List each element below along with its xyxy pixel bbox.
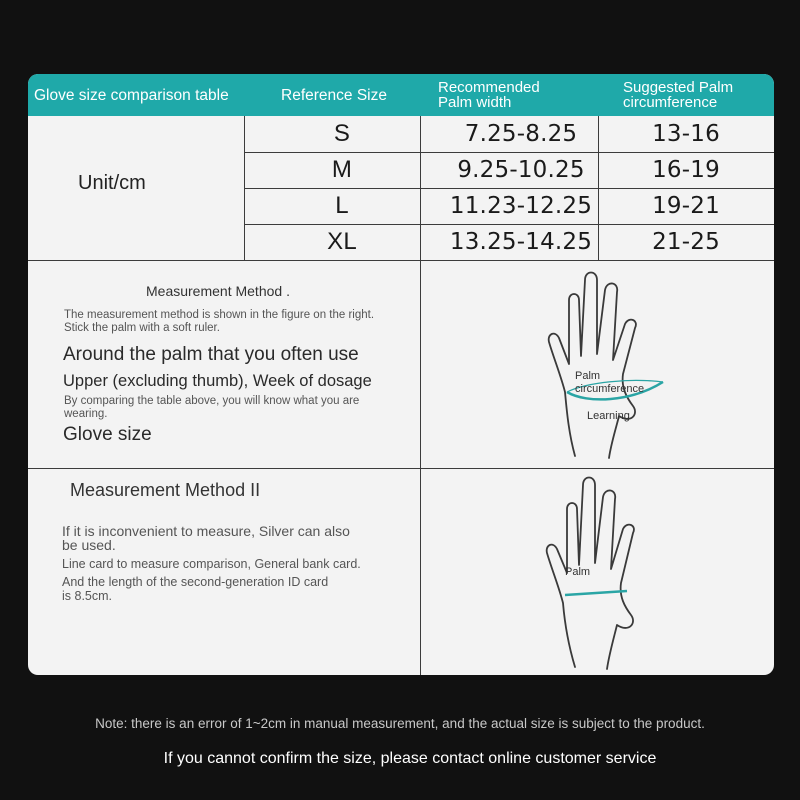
hand-illustration-2 bbox=[535, 471, 675, 671]
table-cell-size: XL bbox=[327, 228, 357, 255]
footer-note: Note: there is an error of 1~2cm in manual measurement, and the actual size is subject to the product. bbox=[95, 716, 705, 731]
method1-around-text: Around the palm that you often use bbox=[63, 344, 359, 365]
method1-title: Measurement Method . bbox=[146, 283, 290, 299]
table-header bbox=[28, 74, 774, 116]
footer-contact: If you cannot confirm the size, please contact online customer service bbox=[163, 750, 657, 767]
section-divider bbox=[420, 260, 421, 675]
table-cell-palm-width: 11.23-12.25 bbox=[449, 193, 593, 219]
table-title: Glove size comparison table bbox=[34, 86, 229, 104]
method1-desc-line1: The measurement method is shown in the figure on the right. bbox=[64, 309, 375, 321]
table-cell-palm-width: 9.25-10.25 bbox=[457, 157, 585, 183]
table-cell-size: M bbox=[331, 156, 353, 183]
table-cell-palm-circumference: 19-21 bbox=[652, 193, 720, 219]
method2-title: Measurement Method II bbox=[70, 480, 261, 500]
unit-label: Unit/cm bbox=[78, 172, 146, 194]
header-palm-width: Recommended Palm width bbox=[438, 79, 540, 111]
header-palm-circumference: Suggested Palm circumference bbox=[623, 79, 734, 111]
method2-line4: And the length of the second-generation ID card bbox=[62, 575, 329, 589]
method1-glove-size: Glove size bbox=[63, 424, 152, 445]
hand-illustration-1 bbox=[535, 264, 675, 464]
hand-label-circumference: circumference bbox=[575, 383, 645, 395]
hand-label-palm-2: Palm bbox=[565, 566, 591, 578]
section-divider bbox=[28, 468, 774, 469]
method1-desc-line2: Stick the palm with a soft ruler. bbox=[64, 322, 220, 334]
table-cell-palm-circumference: 16-19 bbox=[652, 157, 720, 183]
hand-label-learning: Learning bbox=[587, 410, 630, 422]
hand-label-palm: Palm bbox=[575, 370, 601, 382]
method2-line3: Line card to measure comparison, General bank card. bbox=[62, 557, 361, 571]
table-cell-size: L bbox=[335, 192, 349, 219]
measuring-tape-2 bbox=[565, 591, 627, 595]
method2-line5: is 8.5cm. bbox=[62, 589, 113, 603]
method1-compare-line2: wearing. bbox=[64, 408, 108, 420]
table-cell-palm-circumference: 13-16 bbox=[652, 121, 720, 147]
table-cell-palm-circumference: 21-25 bbox=[652, 229, 720, 255]
method2-line2: be used. bbox=[62, 537, 116, 553]
header-reference-size: Reference Size bbox=[281, 86, 387, 104]
table-cell-palm-width: 7.25-8.25 bbox=[464, 121, 578, 147]
table-cell-size: S bbox=[333, 120, 351, 147]
method1-upper-text: Upper (excluding thumb), Week of dosage bbox=[63, 372, 372, 390]
table-cell-palm-width: 13.25-14.25 bbox=[449, 229, 593, 255]
section-divider bbox=[28, 260, 774, 261]
method1-compare-line1: By comparing the table above, you will know what you are bbox=[64, 395, 360, 407]
method2-line1: If it is inconvenient to measure, Silver can also bbox=[62, 523, 350, 539]
size-guide-card bbox=[28, 74, 774, 675]
